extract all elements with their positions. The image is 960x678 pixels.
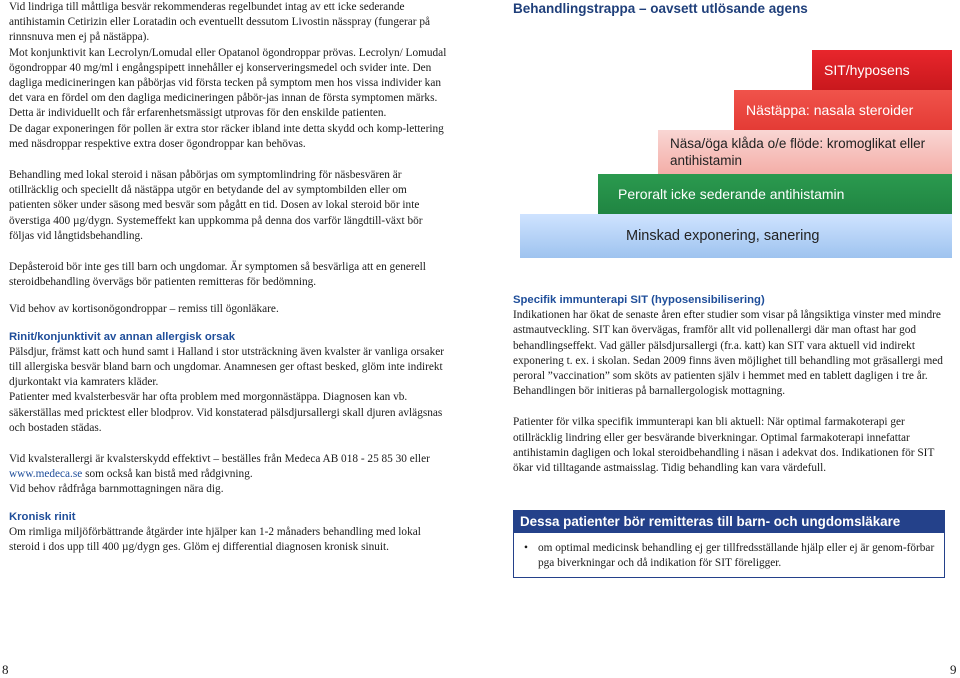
step-cromoglicate [658, 130, 952, 174]
medeca-link[interactable]: www.medeca.se [9, 468, 83, 481]
steroid-paragraph: Behandling med lokal steroid i näsan påbörjas om symptomlindring för näsbesvären är otillräcklig och speciellt då nästäppa utgör en betydande del av symptombilden eller om patienten söker under säsong med besvär som pågått en tid. Dosen av lokal steroid bör inte överstiga 400 µg/dygn. Systemeffekt kan uppkomma på denna dos varför längdtill-växt bör följas vid långtidsbehandling. [9, 169, 423, 242]
step-reduced-exposure-label: Minskad exponering, sanering [626, 228, 820, 244]
treatment-staircase [520, 24, 955, 264]
page-number-right: 9 [950, 662, 957, 677]
step-oral-antihistamine [598, 174, 952, 214]
callout-bullet [524, 541, 938, 571]
callout-title: Dessa patienter bör remitteras till barn- och ungdomsläkare [513, 510, 945, 533]
medeca-prefix: Vid kvalsterallergi är kvalsterskydd effektivt – beställes från Medeca AB 018 - 25 85 30 eller [9, 453, 430, 466]
chronic-heading: Kronisk rinit [9, 510, 76, 523]
step-reduced-exposure [520, 214, 952, 258]
sit-paragraph: Indikationen har ökat de senaste åren efter studier som visar på långsiktiga vinster med mindre astmautveckling. SIT kan övervägas, framför allt vid pollenallergi där man oftast har god behandlingseffekt. Vad gäller pälsdjursallergi (fr.a. katt) kan SIT vara aktuell vid indirekt exponering t. ex. i skolan. Sedan 2009 finns även möjlighet till behandling mot gräsallergi med peroral ”vaccination” som sköts av patienten själv i hemmet med en tablett dagligen i tre år. Behandlingen bör initieras på barnallergologisk mottagning. [513, 309, 943, 398]
medeca-suffix: som också kan bistå med rådgivning. [82, 468, 253, 481]
rhinitis-heading: Rinit/konjunktivit av annan allergisk orsak [9, 330, 236, 343]
rhinitis-paragraph-1: Pälsdjur, främst katt och hund samt i Halland i stor utsträckning även kvalster är vanliga orsaker till allergiska besvär bland barn och ungdomar. Anamnesen ger oftast besked, glöm inte indirekt djurkontakt via kamraters kläder. [9, 345, 444, 389]
step-sit [812, 50, 952, 90]
intro-paragraph-2: Mot konjunktivit kan Lecrolyn/Lomudal eller Opatanol ögondroppar prövas. Lecrolyn/ Lomudal ögondroppar 40 mg/ml i engångspipett innehåller ej konserveringsmedel och svider inte. Den dagliga medicineringen kan påbörjas vid första tecken på symptom men hos vissa individer kan det vara en fördel om den dagliga medicineringen påbör-jas innan de första symptomen märks. Detta är individuellt och får erfarenhetsmässigt utprovas för den enskilde patienten. [9, 46, 447, 120]
rhinitis-paragraph-2: Patienter med kvalsterbesvär har ofta problem med morgonnästäppa. Diagnosen kan vb. säkerställas med pricktest eller blodprov. Vid konstaterad pälsdjursallergi skall djuren avlägsnas och bostaden städas. [9, 391, 443, 434]
step-sit-label: SIT/hyposens [824, 62, 910, 78]
medeca-paragraph [9, 452, 447, 482]
chronic-paragraph: Om rimliga miljöförbättrande åtgärder inte hjälper kan 1-2 månaders behandling med lokal steroid i dos upp till 400 µg/dygn ges. Glöm ej differential diagnosen kronisk sinuit. [9, 525, 421, 554]
intro-paragraph-1: Vid lindriga till måttliga besvär rekommenderas regelbundet intag av ett icke sederande antihistamin Cetirizin eller Loratadin och eventuellt dessutom Livostin nässpray (fungerar på rinnsnuva men ej på nästäppa). [9, 1, 431, 44]
clinic-line: Vid behov rådfråga barnmottagningen nära dig. [9, 483, 224, 496]
page-number-left: 8 [2, 662, 9, 677]
sit-heading: Specifik immunterapi SIT (hyposensibilisering) [513, 294, 765, 306]
intro-paragraph-3: De dagar exponeringen för pollen är extra stor räcker ibland inte detta skydd och komp-lettering med näsdroppar respektive extra doser ögondroppar kan behövas. [9, 122, 444, 150]
referral-callout [513, 510, 945, 578]
callout-bullet-text: om optimal medicinsk behandling ej ger tillfredsställande hjälp eller ej är genom-förbar pga biverkningar och då indikation för SIT föreligger. [538, 542, 935, 570]
right-text-block [513, 293, 945, 476]
right-column [513, 0, 945, 16]
left-column [9, 0, 447, 555]
depot-paragraph: Depåsteroid bör inte ges till barn och ungdomar. Är symptomen så besvärliga att en generell steroidbehandling övervägs bör patienten remitteras för bedömning. [9, 261, 426, 289]
staircase-title: Behandlingstrappa – oavsett utlösande agens [513, 1, 808, 16]
step-cromoglicate-label: Näsa/öga klåda o/e flöde: kromoglikat eller antihistamin [670, 136, 926, 168]
step-nasal-steroids [734, 90, 952, 130]
callout-body [513, 533, 945, 578]
bullet-dot-icon: • [524, 542, 528, 554]
step-nasal-steroids-label: Nästäppa: nasala steroider [746, 102, 914, 118]
patients-paragraph: Patienter för vilka specifik immunterapi kan bli aktuell: När optimal farmakoterapi ger otillräcklig lindring eller ger besvärande biverkningar. Optimal farmakoterapi innefattar antihistamin dagligen och lokal steroidbehandling i näsan i adekvat dos. Indikationen för SIT ökar vid tilltagande astmaisslag. Tidig behandling kan vara värdefull. [513, 416, 935, 475]
cortisone-paragraph: Vid behov av kortisonögondroppar – remiss till ögonläkare. [9, 303, 279, 316]
step-oral-antihistamine-label: Peroralt icke sederande antihistamin [618, 186, 845, 202]
